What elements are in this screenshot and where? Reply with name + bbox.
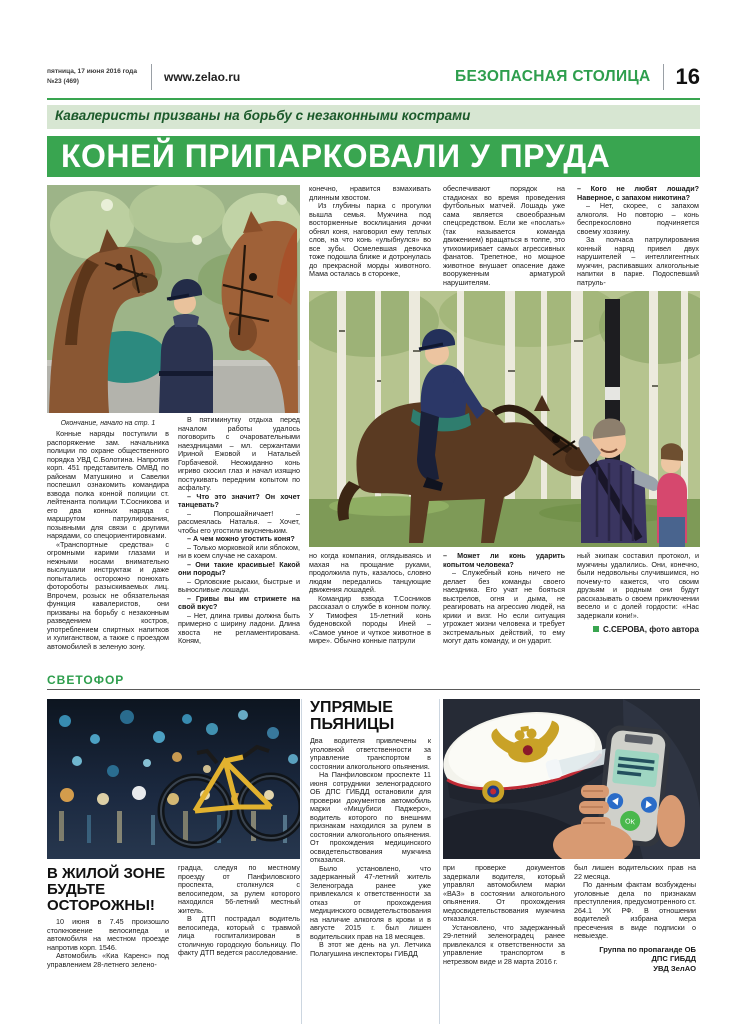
header-right (455, 64, 700, 90)
issue-date: пятница, 17 июня 2016 года (47, 68, 138, 76)
paragraph: – Попрошайничает! – рассмеялась Наталья. – Хочет, чтобы его угостили вкусненьким. (178, 508, 300, 535)
article-signature (574, 945, 696, 974)
main-article-left (47, 185, 300, 663)
accident-headline: В ЖИЛОЙ ЗОНЕ БУДЬТЕ ОСТОРОЖНЫ! (47, 865, 166, 914)
paragraph: – Нет, скорее, с запахом алкоголя. Но повторю – конь беспрекословно подчиняется своему хозяину. (577, 201, 699, 236)
drunk-drivers-text-columns (443, 864, 700, 973)
text-column-4 (443, 552, 565, 663)
page-header (47, 56, 700, 100)
photo-mounted-patrol-park (309, 291, 700, 547)
drunk-drivers-right (443, 699, 700, 1024)
text-column-1 (47, 864, 169, 969)
byline (577, 625, 699, 634)
right-top-columns (309, 185, 700, 287)
continuation-note: Окончание, начало на стр. 1 (60, 420, 156, 427)
main-article-right (309, 185, 700, 663)
interview-question: – Может ли конь ударить копытом человека? (443, 552, 565, 569)
page-content (47, 56, 700, 1024)
paragraph: – Только морковкой или яблоком, ни в коем случае не сахаром. (178, 542, 300, 560)
signature-line: Группа по пропаганде ОБ (599, 944, 696, 954)
paragraph: ный экипаж составил протокол, и мужчины удалились. Они, конечно, были недовольны случившимся, но почему-то кажется, что своим друзьям и родным они будут рассказывать о своем приключении весело и с долей гордости: «Нас задержали кони!». (577, 552, 699, 620)
site-url: www.zelao.ru (164, 70, 241, 84)
interview-question: – Гривы вы им стрижете на свой вкус? (178, 593, 300, 611)
lead-paragraph: Два водителя привлечены к уголовной ответственности за управление транспортом в состоянии алкогольного опьянения. (310, 736, 431, 771)
paragraph: На Панфиловском проспекте 11 июня сотрудники зеленоградского ОБ ДПС ГИБДД остановили для проверки документов автомобиль марки «Мицубиси Паджеро», водитель которого по внешним признакам находился за рулем в состоянии алкогольного опьянения. От прохождения медицинского освидетельствования мужчина отказался. (310, 770, 431, 864)
paragraph: За полчаса патрулирования конный наряд привел двух нарушителей – интеллигентных мужчин, распивавших алкогольные напитки в парке. Подоспевший патруль- (577, 235, 699, 287)
bicycle-photo-illustration (47, 699, 300, 859)
text-column-4 (443, 185, 565, 287)
text-column-5 (577, 552, 699, 663)
paragraph: градца, следуя по местному проезду от Панфиловского проспекта, столкнулся с велосипедом, за рулем которого находился 56-летний местный житель. (178, 863, 300, 915)
interview-question: – Кого не любят лошади? Наверное, с запахом никотина? (577, 185, 699, 202)
paragraph: конечно, нравится взмахивать длинным хвостом. (309, 185, 431, 202)
paragraph: – Служебный конь ничего не делает без команды своего наездника. Его учат не бояться выстрелов, огня и дыма, не реагировать на агрессию людей, на крики и визг. Но если ситуация угрожает жизни человека и требует экстремальных действий, то ему могут дать команду, и он ударит. (443, 568, 565, 645)
paragraph: Конные наряды поступили в распоряжение зам. начальника полиции по охране общественного порядка УВД С.Болотина. Напротив корп. 451 представитель ОМВД по районам Матушкино и Савелки поспешил ознакомить командира взвода полка конной полиции ст. лейтенанта полиции Т.Сосникова и его два конных наряда с маршрутом патрулирования, позывными для связи с другими нарядами, со спецориентировками. (47, 429, 169, 540)
byline-text: С.СЕРОВА, фото автора (603, 625, 699, 634)
paragraph: Автомобиль «Киа Каренс» под управлением 28-летнего зелено- (47, 951, 169, 969)
text-column-2 (178, 416, 300, 651)
section-title: БЕЗОПАСНАЯ СТОЛИЦА (455, 68, 651, 85)
text-column-2 (178, 864, 300, 969)
breathalyzer-photo-illustration (443, 699, 700, 859)
rubric-header (47, 671, 700, 690)
photo-police-cap-breathalyzer (443, 699, 700, 859)
issue-number: №23 (469) (47, 78, 79, 85)
interview-question: – А чем можно угостить коня? (187, 534, 295, 543)
text-column-5 (574, 864, 696, 973)
paragraph: Было установлено, что задержанный 47-летний житель Зеленограда ранее уже привлекался к ответственности за отказ от прохождения медицинского освидетельствования на наличие алкоголя в крови и в августе 2015 г. был лишен водительских прав на 18 месяцев. (310, 863, 431, 941)
text-column-3 (309, 552, 431, 663)
paragraph: По данным фактам возбуждены уголовные дела по признакам преступления, предусмотренного ст. 264.1 УК РФ. В отношении водителей избрана мера пресечения в виде подписки о невыезде. (574, 880, 696, 940)
bottom-section (47, 699, 700, 1024)
paragraph: Командир взвода Т.Сосников рассказал о службе в конном полку. У Тимофея 15-летний конь буденовской породы Иней – «Самое умное и чуткое животное в мире». Обычно конные патрули (309, 593, 431, 645)
text-column-4 (443, 864, 565, 973)
paragraph: 10 июня в 7.45 произошло столкновение велосипеда и автомобиля на местном проезде напротив корп. 1546. (47, 917, 169, 952)
byline-marker-icon (593, 626, 599, 632)
interview-question: – Что это значит? Он хочет танцевать? (178, 491, 300, 509)
left-text-columns (47, 416, 300, 651)
paragraph: В ДТП пострадал водитель велосипеда, который с травмой лица госпитализирован в столичную городскую больницу. По факту ДТП ведется расследование. (178, 914, 300, 957)
right-bottom-columns (309, 552, 700, 663)
text-column-5 (577, 185, 699, 287)
text-column-1 (47, 416, 169, 651)
main-headline: КОНЕЙ ПРИПАРКОВАЛИ У ПРУДА (47, 136, 700, 177)
paragraph: В пятиминутку отдыха перед началом работы удалось поговорить с очаровательными наездницами – мл. сержантами Ириной Ежовой и Натальей Горбачевой. Неожиданно конь игриво скосил глаз и начал изящно постукивать передним копытом по асфальту. (178, 415, 300, 492)
paragraph: обеспечивают порядок на стадионах во время проведения футбольных матчей. Лошадь уже сама является своеобразным спецсредством. Если же «послать» (так называется команда движением) вращаться в толпе, это утихомиривает самых агрессивных фанатов. Трепетное, но мощное животное внушает опасение даже вооруженным арматурой нарушителям. (443, 185, 565, 287)
paragraph: Установлено, что задержанный 29-летний зеленоградец ранее привлекался к ответственности за управление транспортом в нетрезвом виде и 28 марта 2016 г. (443, 922, 565, 966)
park-photo-illustration (309, 291, 700, 547)
paragraph: был лишен водительских прав на 22 месяца. (574, 863, 696, 881)
paragraph: но когда компания, оглядываясь и махая на прощание руками, продолжила путь, казалось, словно людям передались танцующие движения лошадей. (309, 552, 431, 594)
main-article (47, 185, 700, 663)
accident-article (47, 699, 300, 1024)
signature-line: УВД ЗелАО (653, 963, 696, 973)
accident-text-columns (47, 864, 300, 969)
photo-bicycle-night (47, 699, 300, 859)
photo-horses-policewoman (47, 185, 300, 413)
paragraph: – Нет, длина гривы должна быть примерно с ширину ладони. Длина хвоста не регламентирована. Коням, (178, 610, 300, 645)
issue-info (47, 67, 139, 86)
signature-line: ДПС ГИБДД (651, 954, 696, 963)
paragraph: «Транспортные средства» с огромными карими глазами и нежными носами внимательно выслушали инструктаж и даже попытались осторожно понюхать фотороботы разыскиваемых лиц. Впрочем, розыск не обязательная функция кавалеристов, они призваны на борьбу с незаконным разведением костров, употреблением спиртных напитков и хулиганством, а также с проездом автомобилей в зеленую зону. (47, 539, 169, 651)
page-number: 16 (675, 64, 700, 89)
kicker-banner: Кавалеристы призваны на борьбу с незаконными кострами (47, 105, 700, 129)
paragraph: – Орловские рысаки, быстрые и выносливые лошади. (178, 576, 300, 594)
interview-question: – Они такие красивые! Какой они породы? (178, 559, 300, 577)
paragraph: Из глубины парка с прогулки вышла семья. Мужчина под восторженные восклицания дочки обнял коня, наговорил ему теплых слов, на что конь «улыбнулся» во все зубы. Осмелевшая девочка тоже подошла ближе и дотронулась до прекрасной морды животного. Мама осталась в сторонке, (309, 201, 431, 278)
drunk-drivers-headline: УПРЯМЫЕ ПЬЯНИЦЫ (310, 699, 395, 733)
rubric-title: СВЕТОФОР (47, 673, 125, 687)
header-divider (663, 64, 664, 90)
header-divider (151, 64, 152, 90)
horses-photo-illustration (47, 185, 300, 413)
breathalyzer-ok-button: OK (624, 818, 636, 827)
text-column-3 (309, 185, 431, 287)
paragraph: В этот же день на ул. Летчика Полагушина инспекторы ГИБДД (310, 940, 431, 958)
drunk-drivers-article (301, 699, 440, 1024)
paragraph: при проверке документов задержали водителя, который управлял автомобилем марки «ВАЗ» в состоянии алкогольного опьянения. От прохождения медосвидетельствования мужчина отказался. (443, 863, 565, 923)
